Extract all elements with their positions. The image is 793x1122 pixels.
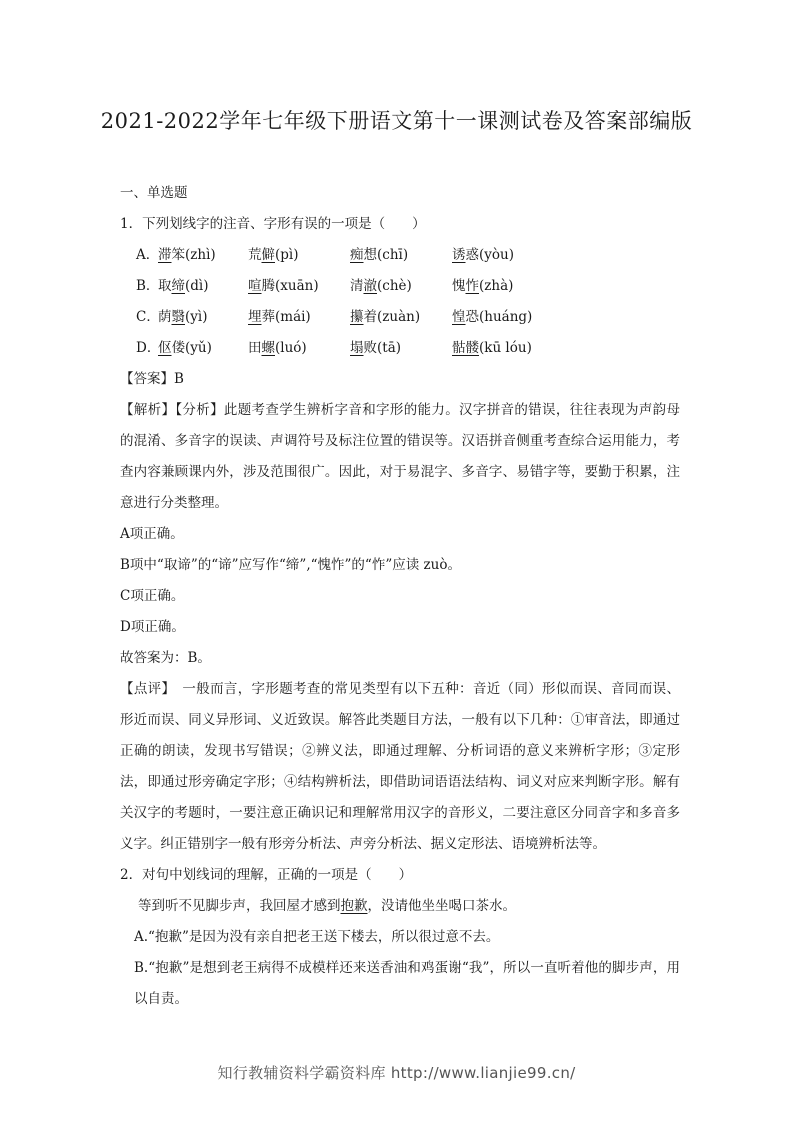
word-suffix: 葬(mái)	[261, 309, 311, 325]
answer-label: 【答案】B	[120, 371, 184, 387]
underlined-char: 攥	[350, 309, 364, 325]
option-word	[452, 271, 554, 302]
section-heading: 一、单选题	[120, 185, 188, 201]
question-1-options	[120, 240, 680, 364]
option-word	[452, 302, 554, 333]
conclusion: 故答案为：B。	[120, 650, 211, 666]
underlined-char: 喧	[248, 278, 262, 294]
underlined-char: 伛	[158, 340, 172, 356]
word-prefix: 愧	[452, 278, 466, 294]
option-word	[350, 302, 452, 333]
option-word	[350, 271, 452, 302]
option-row	[120, 271, 680, 302]
option-key: D．	[136, 340, 161, 356]
underlined-char: 僻	[261, 247, 275, 263]
analysis-item-d: D项正确。	[120, 619, 185, 635]
word-prefix: 荒	[248, 247, 262, 263]
option-row	[120, 302, 680, 333]
option-word	[452, 240, 554, 271]
option-word	[158, 333, 248, 364]
option-row	[120, 240, 680, 271]
underlined-char: 痴	[350, 247, 364, 263]
underlined-char: 惶	[452, 309, 466, 325]
word-prefix: 清	[350, 278, 364, 294]
option-word	[248, 271, 350, 302]
page-title: 2021-2022学年七年级下册语文第十一课测试卷及答案部编版	[100, 109, 693, 133]
option-word	[158, 271, 248, 302]
option-word	[248, 302, 350, 333]
word-prefix: 田	[248, 340, 262, 356]
word-suffix: (chè)	[377, 278, 412, 294]
option-key: C．	[136, 309, 160, 325]
sentence-suffix: ，没请他坐坐喝口茶水。	[367, 898, 516, 914]
underlined-char: 怍	[465, 278, 479, 294]
option-word	[350, 333, 452, 364]
option-key: B．	[136, 278, 160, 294]
comment-paragraph: 【点评】 一般而言，字形题考查的常见类型有以下五种：音近（同）形似而误、音同而误、形近而误、同义异形词、义近致误。解答此类题目方法，一般有以下几种：①审音法，即通过正确的朗读，发现书写错误；②辨义法，即通过理解、分析词语的意义来辨析字形；③定形法，即通过形旁确定字形；④结构辨析法，即借助词语语法结构、词义对应来判断字形。解有关汉字的考题时，一要注意正确识记和理解常用汉字的音形义，二要注意区分同音字和多音多义字。纠正错别字一般有形旁分析法、声旁分析法、据义定形法、语境辨析法等。	[120, 681, 680, 852]
word-suffix: (yì)	[185, 309, 208, 325]
word-suffix: 腾(xuān)	[261, 278, 319, 294]
underlined-char: 缔	[171, 278, 185, 294]
option-word	[158, 302, 248, 333]
underlined-char: 埋	[248, 309, 262, 325]
question-1-stem: 1．下列划线字的注音、字形有误的一项是（ ）	[120, 216, 426, 232]
option-word	[158, 240, 248, 271]
footer-watermark: 知行教辅资料学霸资料库 http://www.lianjie99.cn/	[217, 1064, 576, 1082]
word-suffix: 笨(zhì)	[171, 247, 216, 263]
word-suffix: (luó)	[275, 340, 307, 356]
underlined-char: 诱	[452, 247, 466, 263]
underlined-char: 滞	[158, 247, 172, 263]
underlined-char: 塌	[350, 340, 364, 356]
word-suffix: (dì)	[185, 278, 209, 294]
word-suffix: 惑(yòu)	[465, 247, 514, 263]
option-word	[248, 333, 350, 364]
analysis-paragraph: 【解析】【分析】此题考查学生辨析字音和字形的能力。汉字拼音的错误，往往表现为声韵母的混淆、多音字的误读、声调符号及标注位置的错误等。汉语拼音侧重考查综合运用能力，考查内容兼顾课内外，涉及范围很广。因此，对于易混字、多音字、易错字等，要勤于积累，注意进行分类整理。	[120, 402, 680, 511]
question-2-stem: 2．对句中划线词的理解，正确的一项是（ ）	[120, 867, 413, 883]
word-prefix: 荫	[158, 309, 172, 325]
underlined-word: 抱歉	[340, 898, 368, 914]
sentence-prefix: 等到听不见脚步声，我回屋才感到	[138, 898, 341, 914]
question-2-option-a: A.“抱歉”是因为没有亲自把老王送下楼去，所以很过意不去。	[134, 929, 500, 945]
analysis-item-c: C项正确。	[120, 588, 185, 604]
option-word	[350, 240, 452, 271]
word-prefix: 取	[158, 278, 172, 294]
analysis-item-b: B项中“取谛”的“谛”应写作“缔”,“愧怍”的“怍”应读 zuò。	[120, 557, 461, 573]
underlined-char: 螺	[261, 340, 275, 356]
question-2-sentence	[120, 891, 680, 922]
option-key: A．	[136, 247, 160, 263]
analysis-item-a: A项正确。	[120, 526, 184, 542]
word-suffix: (pì)	[275, 247, 299, 263]
word-suffix: 败(tā)	[363, 340, 402, 356]
question-2-option-b: B.“抱歉”是想到老王病得不成模样还来送香油和鸡蛋谢“我”，所以一直听着他的脚步声，用以自责。	[134, 960, 680, 1007]
document-content	[120, 178, 680, 1015]
word-suffix: 偻(yǔ)	[171, 340, 212, 356]
word-suffix: 着(zuàn)	[363, 309, 421, 325]
word-suffix: 恐(huáng)	[465, 309, 533, 325]
underlined-char: 翳	[171, 309, 185, 325]
underlined-char: 澈	[363, 278, 377, 294]
word-suffix: 想(chī)	[363, 247, 409, 263]
option-row	[120, 333, 680, 364]
option-word	[452, 333, 554, 364]
option-word	[248, 240, 350, 271]
word-suffix: (kū lóu)	[479, 340, 532, 356]
underlined-char: 骷髅	[452, 340, 479, 356]
word-suffix: (zhà)	[479, 278, 514, 294]
